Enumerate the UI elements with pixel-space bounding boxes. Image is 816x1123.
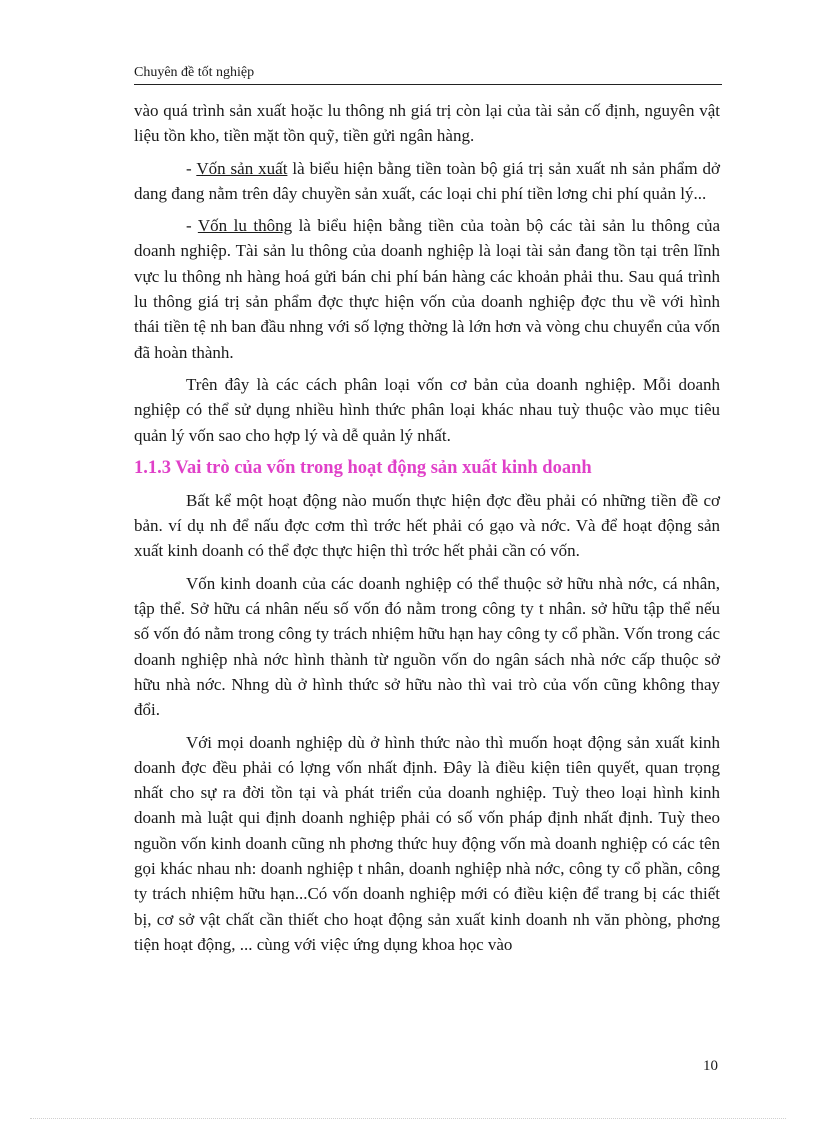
paragraph-role-intro: Bất kể một hoạt động nào muốn thực hiện đợc đều phải có những tiền đề cơ bản. ví dụ nh để nấu đợc cơm thì trớc hết phải có gạo và nớc. Và để hoạt động sản xuất kinh doanh có thể đợc thực hiện thì trớc hết phải cần có vốn. bbox=[134, 490, 720, 561]
term-von-luu-thong: Vốn lu thông bbox=[197, 216, 293, 236]
section-heading: 1.1.3 Vai trò của vốn trong hoạt động sản xuất kinh doanh bbox=[134, 457, 592, 478]
list-dash: - bbox=[186, 158, 197, 178]
footer-divider bbox=[30, 1118, 786, 1119]
definition-von-san-xuat: là biểu hiện bằng tiền toàn bộ giá trị sản xuất nh sản phẩm dở dang đang nằm trên dây chuyền sản xuất, các loại chi phí tiền lơng chi phí quản lý... bbox=[134, 158, 720, 203]
header-title: Chuyên đề tốt nghiệp bbox=[134, 65, 255, 80]
paragraph-von-luu-thong bbox=[134, 213, 720, 365]
page-header bbox=[134, 64, 722, 85]
definition-von-luu-thong: là biểu hiện bằng tiền của toàn bộ các tài sản lu thông của doanh nghiệp. Tài sản lu thông của doanh nghiệp là loại tài sản đang tồn tại trên lĩnh vực lu thông nh hàng hoá gửi bán chi phí bán hàng các khoản phải thu. Sau quá trình lu thông giá trị sản phẩm đợc thực hiện vốn của doanh nghiệp đợc thu về với hình thái tiền tệ nh ban đầu nhng với số lợng thờng là lớn hơn và vòng chu chuyển của vốn đã hoàn thành. bbox=[134, 216, 721, 362]
paragraph-ownership: Vốn kinh doanh của các doanh nghiệp có thể thuộc sở hữu nhà nớc, cá nhân, tập thể. Sở hữu cá nhân nếu số vốn đó nằm trong công ty t nhân. sở hữu tập thể nếu số vốn đó nằm trong công ty trách nhiệm hữu hạn hay công ty cổ phần. Vốn trong các doanh nghiệp nhà nớc hình thành từ nguồn vốn do ngân sách nhà nớc cấp thuộc sở hữu nhà nớc. Nhng dù ở hình thức sở hữu nào thì vai trò của vốn cũng không thay đổi. bbox=[134, 573, 720, 720]
list-dash: - bbox=[186, 216, 198, 236]
paragraph-importance: Với mọi doanh nghiệp dù ở hình thức nào thì muốn hoạt động sản xuất kinh doanh đợc đều phải có lợng vốn nhất định. Đây là điều kiện tiên quyết, quan trọng nhất cho sự ra đời tồn tại và phát triển của doanh nghiệp. Tuỳ theo loại hình kinh doanh mà luật qui định doanh nghiệp phải có số vốn pháp định nhất định. Tuỳ theo nguồn vốn kinh doanh cũng nh phơng thức huy động vốn mà doanh nghiệp có các tên gọi khác nhau nh: doanh nghiệp t nhân, doanh nghiệp nhà nớc, công ty cổ phần, công ty trách nhiệm hữu hạn...Có vốn doanh nghiệp mới có điều kiện để trang bị các thiết bị, cơ sở vật chất cần thiết cho hoạt động sản xuất kinh doanh nh văn phòng, phơng tiện hoạt động, ... cùng với việc ứng dụng khoa học vào bbox=[134, 732, 720, 954]
paragraph-von-san-xuat bbox=[134, 156, 720, 207]
paragraph-continuation: vào quá trình sản xuất hoặc lu thông nh giá trị còn lại của tài sản cố định, nguyên vật liệu tồn kho, tiền mặt tồn quỹ, tiền gửi ngân hàng. bbox=[134, 101, 720, 146]
paragraph-summary: Trên đây là các cách phân loại vốn cơ bản của doanh nghiệp. Mỗi doanh nghiệp có thể sử dụng nhiều hình thức phân loại khác nhau tuỳ thuộc vào mục tiêu quản lý vốn sao cho hợp lý và dễ quản lý nhất. bbox=[134, 374, 720, 445]
page-number: 10 bbox=[703, 1058, 718, 1074]
document-body bbox=[134, 98, 720, 957]
term-von-san-xuat: Vốn sản xuất bbox=[196, 158, 288, 178]
